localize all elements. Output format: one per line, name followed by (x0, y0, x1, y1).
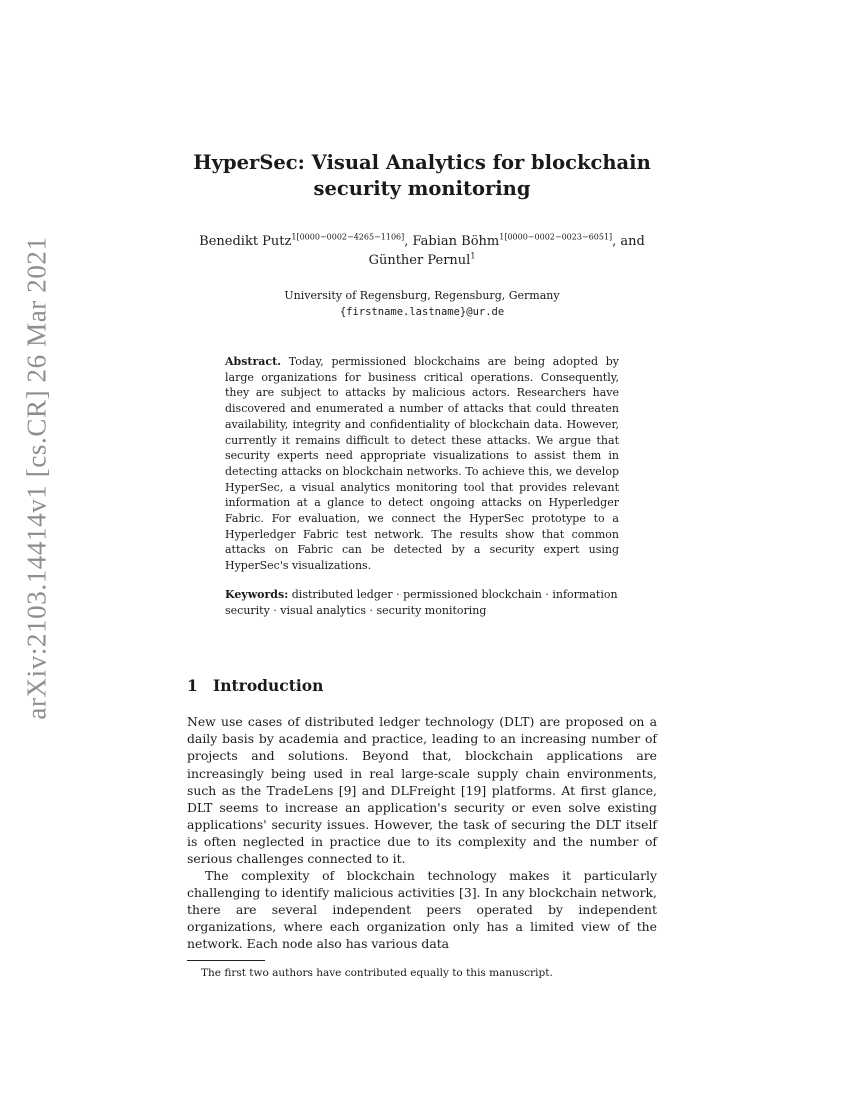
title-line-1: HyperSec: Visual Analytics for blockchain (193, 151, 651, 174)
title-line-2: security monitoring (313, 177, 531, 200)
author-name: Benedikt Putz (199, 234, 292, 249)
footnote: The first two authors have contributed equally to this manuscript. (201, 966, 553, 979)
body-paragraph: The complexity of blockchain technology makes it particularly challenging to identify malicious activities [3]. In any blockchain network, there are several independent peers operated by independent organizations, where each organization only has a limited view of the network. Each node also has various data (187, 868, 657, 952)
paper-title (187, 150, 657, 202)
section-number: 1 (187, 676, 198, 696)
arxiv-identifier-text: arXiv:2103.14414v1 [cs.CR] 26 Mar 2021 (21, 236, 52, 720)
author-name: Fabian Böhm (412, 234, 500, 249)
author-superscript: 1[0000−0002−0023−6051] (499, 232, 613, 242)
keywords (225, 587, 619, 618)
section-body (187, 713, 657, 952)
author-superscript: 1 (470, 251, 476, 261)
author-separator: , and (612, 234, 645, 249)
author-superscript: 1[0000−0002−4265−1106] (291, 232, 405, 242)
abstract-label: Abstract. (225, 355, 282, 368)
body-paragraph: New use cases of distributed ledger technology (DLT) are proposed on a daily basis by academia and practice, leading to an increasing number of projects and solutions. Beyond that, blockchain applications are increasingly being used in real large-scale supply chain environments, such as the TradeLens [9] and DLFreight [19] platforms. At first glance, DLT seems to increase an application's security or even solve existing applications' security issues. However, the task of securing the DLT itself is often neglected in practice due to its complexity and the number of serious challenges connected to it. (187, 714, 657, 866)
author-separator: , (404, 234, 413, 249)
abstract-text: Today, permissioned blockchains are being adopted by large organizations for business critical operations. Consequently, they are subject to attacks by malicious actors. Researchers have discovered and enumerated a number of attacks that could threaten availability, integrity and confidentiality of blockchain data. However, currently it remains difficult to detect these attacks. We argue that security experts need appropriate visualizations to assist them in detecting attacks on blockchain networks. To achieve this, we develop HyperSec, a visual analytics monitoring tool that provides relevant information at a glance to detect ongoing attacks on Hyperledger Fabric. For evaluation, we connect the HyperSec prototype to a Hyperledger Fabric test network. The results show that common attacks on Fabric can be detected by a security expert using HyperSec's visualizations. (225, 355, 619, 573)
affiliation (187, 288, 657, 320)
section-title: Introduction (213, 676, 324, 696)
keywords-text: distributed ledger · permissioned blockchain · information security · visual analytics · security monitoring (225, 587, 618, 617)
paper-page (187, 150, 657, 980)
footnote-rule (187, 960, 265, 961)
abstract (225, 354, 619, 574)
author-email: {firstname.lastname}@ur.de (339, 306, 505, 318)
keywords-label: Keywords: (225, 587, 289, 601)
institution: University of Regensburg, Regensburg, Germany (284, 289, 560, 302)
author-name: Günther Pernul (368, 253, 471, 268)
author-list (187, 232, 657, 270)
section-heading (187, 676, 657, 695)
